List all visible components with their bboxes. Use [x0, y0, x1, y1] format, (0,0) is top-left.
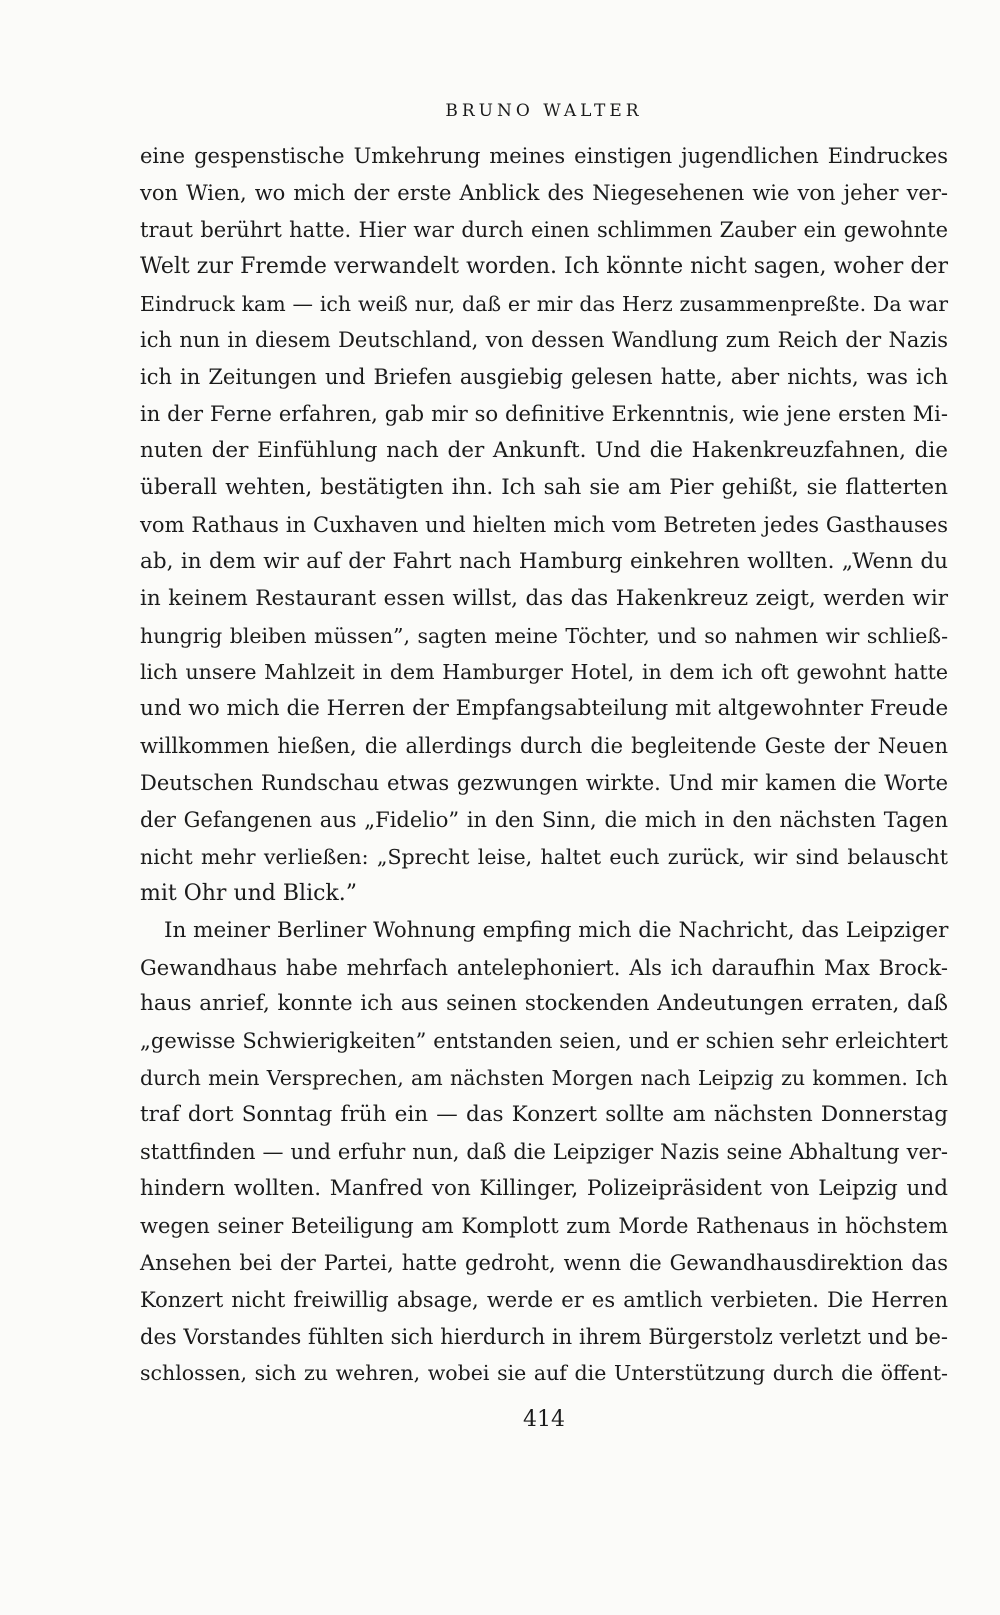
text-line: schlossen, sich zu wehren, wobei sie auf die Unterstützung durch die öffent-: [140, 1361, 948, 1386]
text-line: und wo mich die Herren der Empfangsabteilung mit altgewohnter Freude: [140, 696, 949, 722]
text-line: wegen seiner Beteiligung am Komplott zum Morde Rathenaus in höchstem: [140, 1213, 948, 1238]
text-line: „gewisse Schwierigkeiten” entstanden seien, und er schien sehr erleichtert: [140, 1029, 948, 1054]
text-line: traf dort Sonntag früh ein — das Konzert sollte am nächsten Donnerstag: [140, 1102, 948, 1128]
running-head: BRUNO WALTER: [445, 101, 643, 121]
text-line: Konzert nicht freiwillig absage, werde er es amtlich verbieten. Die Herren: [140, 1287, 948, 1312]
text-line: von Wien, wo mich der erste Anblick des Niegesehenen wie von jeher ver-: [140, 180, 948, 205]
text-line: stattfinden — und erfuhr nun, daß die Leipziger Nazis seine Abhaltung ver-: [140, 1140, 948, 1165]
text-line: Eindruck kam — ich weiß nur, daß er mir das Herz zusammenpreßte. Da war: [140, 291, 948, 316]
text-line: hungrig bleiben müssen”, sagten meine Töchter, und so nahmen wir schließ-: [140, 623, 948, 648]
page-number: 414: [523, 1407, 565, 1432]
text-line: ich nun in diesem Deutschland, von dessen Wandlung zum Reich der Nazis: [140, 328, 948, 353]
text-line: vom Rathaus in Cuxhaven und hielten mich vom Betreten jedes Gasthauses: [140, 512, 948, 537]
text-line: nicht mehr verließen: „Sprecht leise, haltet euch zurück, wir sind belauscht: [140, 844, 948, 869]
text-line: willkommen hießen, die allerdings durch die begleitende Geste der Neuen: [140, 734, 948, 759]
text-line: eine gespenstische Umkehrung meines einstigen jugendlichen Eindruckes: [140, 144, 948, 168]
text-line: in keinem Restaurant essen willst, das das Hakenkreuz zeigt, werden wir: [140, 585, 948, 611]
text-line: hindern wollten. Manfred von Killinger, Polizeipräsident von Leipzig und: [140, 1175, 948, 1201]
text-line: haus anrief, konnte ich aus seinen stockenden Andeutungen erraten, daß: [140, 991, 948, 1017]
text-line: ich in Zeitungen und Briefen ausgiebig gelesen hatte, aber nichts, was ich: [140, 365, 948, 390]
text-line: der Gefangenen aus „Fidelio” in den Sinn, die mich in den nächsten Tagen: [140, 808, 948, 833]
text-line: durch mein Versprechen, am nächsten Morgen nach Leipzig zu kommen. Ich: [140, 1066, 948, 1091]
text-line: Welt zur Fremde verwandelt worden. Ich könnte nicht sagen, woher der: [140, 253, 948, 279]
text-line: lich unsere Mahlzeit in dem Hamburger Hotel, in dem ich oft gewohnt hatte: [140, 660, 948, 685]
text-line: Gewandhaus habe mehrfach antelephoniert. Als ich daraufhin Max Brock-: [140, 955, 948, 980]
text-line: in der Ferne erfahren, gab mir so definitive Erkenntnis, wie jene ersten Mi-: [140, 402, 948, 427]
text-line: ab, in dem wir auf der Fahrt nach Hamburg einkehren wollten. „Wenn du: [140, 548, 948, 574]
text-line: nuten der Einfühlung nach der Ankunft. Und die Hakenkreuzfahnen, die: [140, 438, 948, 464]
text-line: des Vorstandes fühlten sich hierdurch in ihrem Bürgerstolz verletzt und be-: [140, 1324, 948, 1349]
body-text: [140, 138, 948, 1392]
text-line: überall wehten, bestätigten ihn. Ich sah sie am Pier gehißt, sie flatterten: [140, 475, 948, 501]
text-line: Ansehen bei der Partei, hatte gedroht, wenn die Gewandhausdirektion das: [140, 1250, 948, 1275]
paragraph-last-line: mit Ohr und Blick.”: [140, 880, 357, 906]
paragraph-first-line: In meiner Berliner Wohnung empfing mich die Nachricht, das Leipziger: [164, 917, 949, 943]
text-line: traut berührt hatte. Hier war durch einen schlimmen Zauber ein gewohnte: [140, 217, 948, 242]
text-line: Deutschen Rundschau etwas gezwungen wirkte. Und mir kamen die Worte: [140, 771, 948, 796]
